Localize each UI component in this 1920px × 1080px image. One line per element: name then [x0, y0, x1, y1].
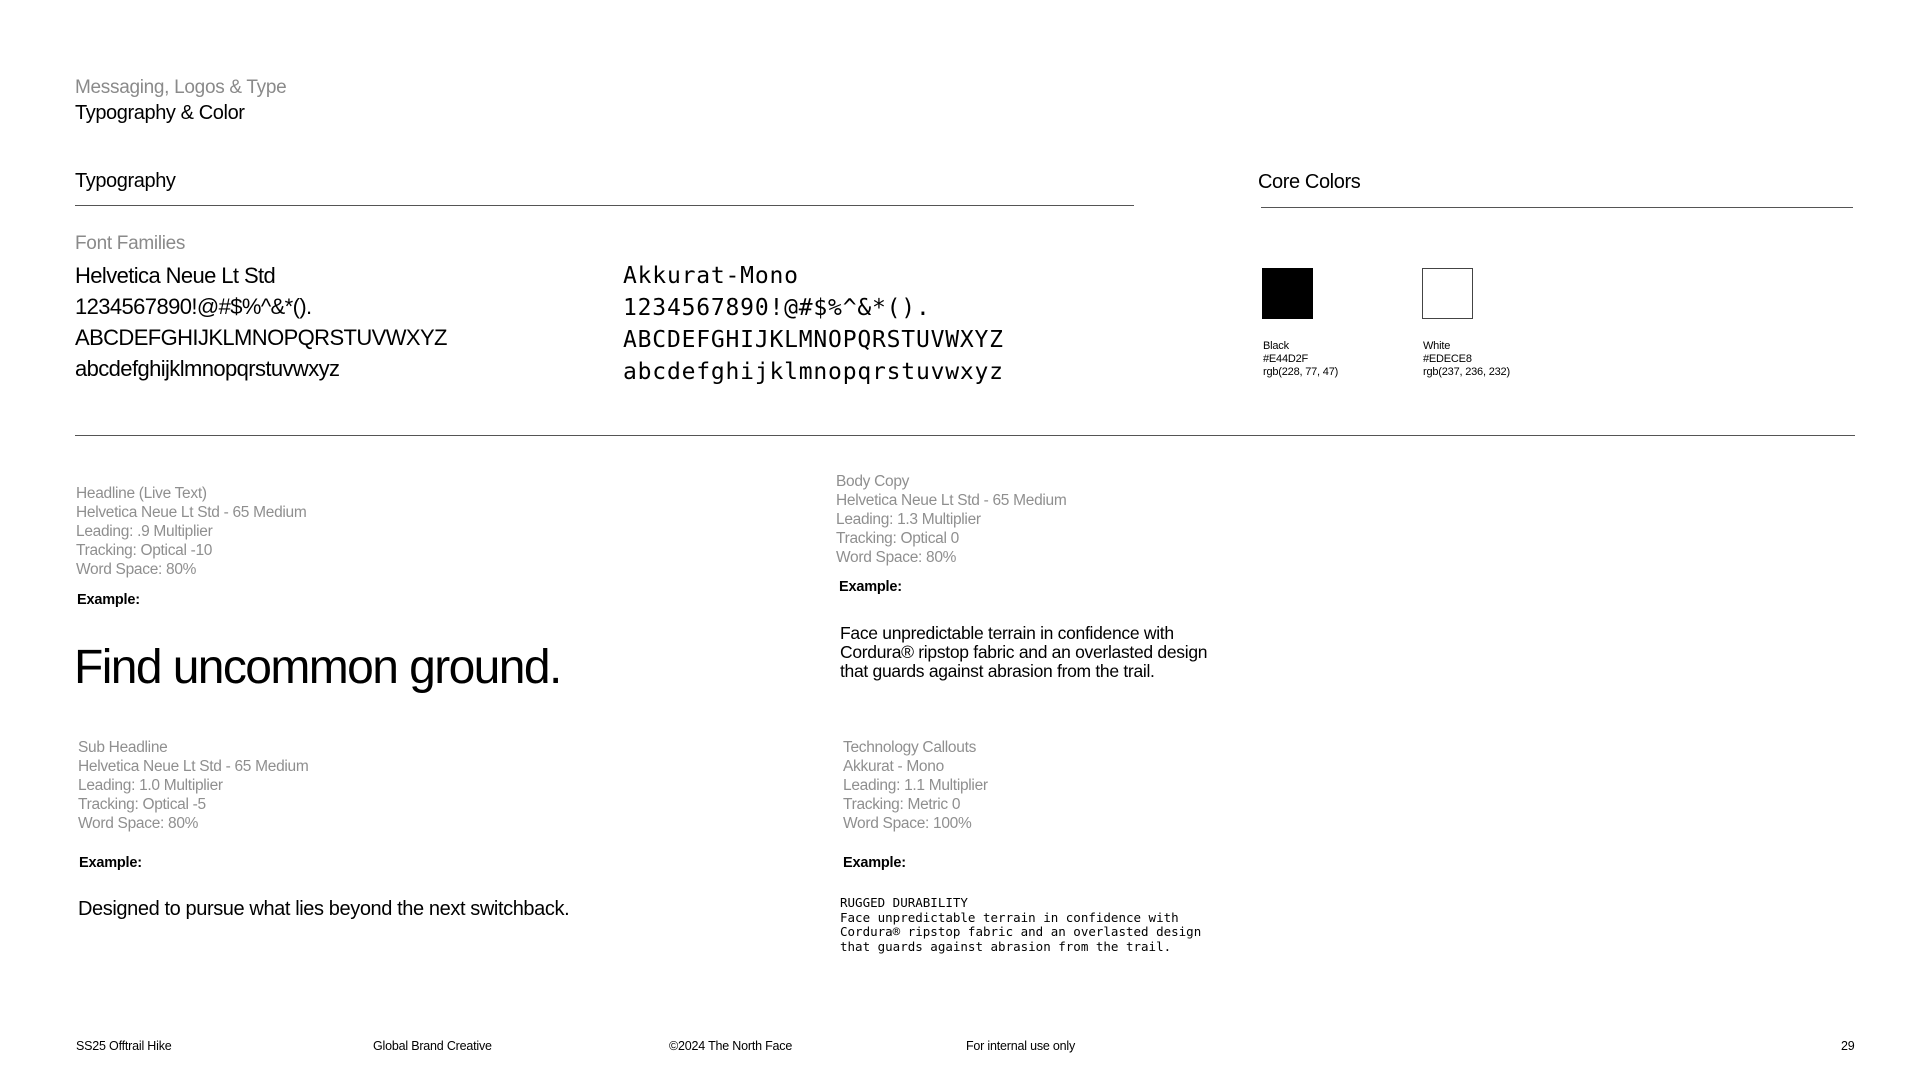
spec-word-space: Word Space: 100%	[843, 815, 972, 832]
headline-example-label: Example:	[77, 592, 140, 608]
body-copy-example-line: Face unpredictable terrain in confidence with	[840, 623, 1174, 643]
body-copy-example-line: Cordura® ripstop fabric and an overlasted design	[840, 642, 1208, 662]
color-swatch-black	[1262, 268, 1313, 319]
body-copy-example	[840, 624, 1260, 681]
footer-season: SS25 Offtrail Hike	[76, 1039, 172, 1053]
color-swatch-white	[1422, 268, 1473, 319]
font-families-label: Font Families	[75, 233, 186, 254]
spec-font: Helvetica Neue Lt Std - 65 Medium	[836, 492, 1067, 509]
spec-leading: Leading: 1.3 Multiplier	[836, 511, 981, 528]
headline-example: Find uncommon ground.	[74, 641, 561, 694]
footer-page-number: 29	[1841, 1039, 1855, 1053]
color-hex: #EDECE8	[1423, 353, 1472, 365]
font-family-akkurat-mono	[623, 260, 1004, 388]
page-title: Typography & Color	[75, 102, 245, 124]
font-sample-uppercase: ABCDEFGHIJKLMNOPQRSTUVWXYZ	[75, 325, 447, 350]
spec-leading: Leading: .9 Multiplier	[76, 523, 213, 540]
font-sample-lowercase: abcdefghijklmnopqrstuvwxyz	[75, 356, 340, 381]
spec-title: Body Copy	[836, 473, 910, 490]
color-name: Black	[1263, 340, 1289, 352]
typography-divider	[75, 205, 1134, 206]
spec-tracking: Tracking: Optical 0	[836, 530, 959, 547]
footer-copyright: ©2024 The North Face	[669, 1039, 793, 1053]
spec-title: Headline (Live Text)	[76, 485, 207, 502]
spec-word-space: Word Space: 80%	[78, 815, 199, 832]
body-copy-spec	[836, 472, 1066, 567]
spec-title: Sub Headline	[78, 739, 168, 756]
color-caption-black	[1263, 340, 1338, 379]
sub-headline-spec	[78, 738, 308, 833]
tech-example-line: that guards against abrasion from the trail.	[840, 938, 1172, 954]
tech-example-line: Face unpredictable terrain in confidence with	[840, 909, 1179, 925]
core-colors-divider	[1261, 207, 1853, 208]
section-eyebrow: Messaging, Logos & Type	[75, 77, 287, 98]
sub-headline-example-label: Example:	[79, 855, 142, 871]
spec-word-space: Word Space: 80%	[836, 549, 957, 566]
sub-headline-example: Designed to pursue what lies beyond the next switchback.	[78, 898, 570, 920]
color-rgb: rgb(237, 236, 232)	[1423, 366, 1510, 378]
spec-tracking: Tracking: Optical -5	[78, 796, 206, 813]
font-family-name: Helvetica Neue Lt Std	[75, 263, 276, 288]
headline-spec	[76, 484, 306, 579]
spec-title: Technology Callouts	[843, 739, 977, 756]
tech-example-line: Cordura® ripstop fabric and an overlasted design	[840, 924, 1202, 939]
font-family-helvetica	[75, 260, 447, 384]
color-caption-white	[1423, 340, 1510, 379]
spec-tracking: Tracking: Metric 0	[843, 796, 961, 813]
font-sample-lowercase: abcdefghijklmnopqrstuvwxyz	[623, 359, 1004, 385]
font-sample-uppercase: ABCDEFGHIJKLMNOPQRSTUVWXYZ	[623, 327, 1004, 353]
body-copy-example-line: that guards against abrasion from the trail.	[840, 661, 1155, 681]
section-divider	[75, 435, 1855, 436]
core-colors-heading: Core Colors	[1258, 171, 1361, 193]
color-name: White	[1423, 340, 1451, 352]
spec-font: Akkurat - Mono	[843, 758, 944, 775]
spec-leading: Leading: 1.1 Multiplier	[843, 777, 988, 794]
technology-callouts-example	[840, 896, 1201, 954]
spec-tracking: Tracking: Optical -10	[76, 542, 213, 559]
footer-usage: For internal use only	[966, 1039, 1076, 1053]
spec-font: Helvetica Neue Lt Std - 65 Medium	[76, 504, 307, 521]
font-sample-numerals: 1234567890!@#$%^&*().	[75, 294, 312, 319]
footer-team: Global Brand Creative	[373, 1039, 492, 1053]
font-family-name: Akkurat-Mono	[623, 263, 799, 289]
spec-leading: Leading: 1.0 Multiplier	[78, 777, 223, 794]
technology-callouts-spec	[843, 738, 988, 833]
spec-word-space: Word Space: 80%	[76, 561, 197, 578]
typography-heading: Typography	[75, 170, 176, 192]
technology-callouts-example-label: Example:	[843, 855, 906, 871]
tech-example-line: RUGGED DURABILITY	[840, 895, 968, 910]
color-hex: #E44D2F	[1263, 353, 1309, 365]
color-rgb: rgb(228, 77, 47)	[1263, 366, 1339, 378]
font-sample-numerals: 1234567890!@#$%^&*().	[623, 295, 931, 321]
body-copy-example-label: Example:	[839, 579, 902, 595]
spec-font: Helvetica Neue Lt Std - 65 Medium	[78, 758, 309, 775]
